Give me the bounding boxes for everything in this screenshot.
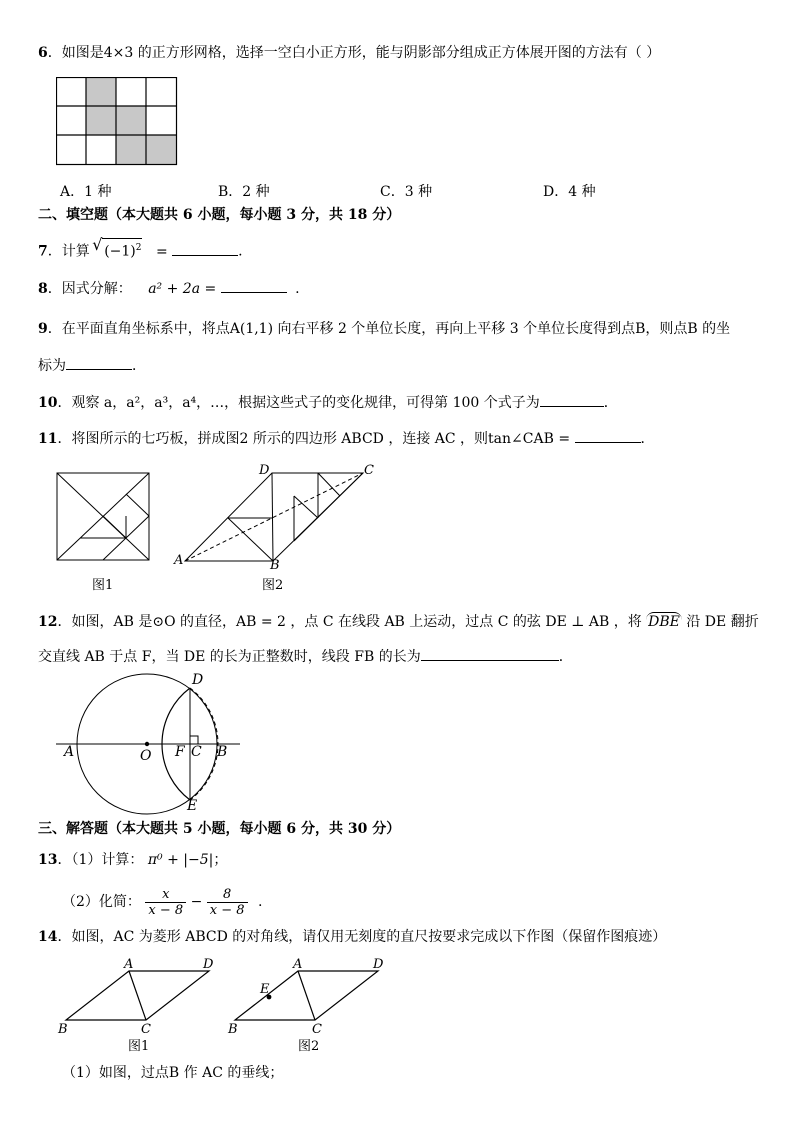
q6-option-a[interactable]: A．1 种 <box>60 184 112 200</box>
q7-answer-blank[interactable] <box>172 255 238 256</box>
q6-stem: 6．如图是4×3 的正方形网格，选择一空白小正方形，能与阴影部分组成正方体展开图的方法有（ ） <box>38 45 661 61</box>
q14-fig2-label-a: A <box>293 957 303 972</box>
q12-label-c: C <box>191 744 202 760</box>
q13-p2-end: . <box>258 894 263 910</box>
q7-number: 7 <box>38 243 48 260</box>
q6-option-d[interactable]: D．4 种 <box>543 184 596 200</box>
q6-text: 如图是4×3 的正方形网格，选择一空白小正方形，能与阴影部分组成正方体展开图的方法有（ ） <box>61 45 661 61</box>
q14-fig1-label-d: D <box>203 957 214 972</box>
q11-answer-blank[interactable] <box>575 442 641 443</box>
q7-sqrt: √ $(-1)^2$ <box>92 235 142 260</box>
q7-expr: (−1) <box>104 243 136 260</box>
q13-p2-prefix: （2）化简： <box>62 894 141 910</box>
q14-caption-1: 图1 <box>128 1039 150 1054</box>
q6-shaded-cell <box>86 106 116 135</box>
q14-sub1: （1）如图，过点B 作 AC 的垂线； <box>62 1065 284 1081</box>
q11-figure2-quadrilateral <box>185 473 363 561</box>
q7-prefix: 计算 <box>61 243 90 260</box>
q10-answer-blank[interactable] <box>540 406 604 407</box>
q6-number: 6 <box>38 45 48 61</box>
q8-number: 8 <box>38 281 48 297</box>
q13-p1-prefix: （1）计算： <box>71 852 144 868</box>
q9-number: 9 <box>38 321 48 337</box>
q14-figure2-rhombus <box>235 971 378 1020</box>
q12-text2: 交直线 AB 于点 F，当 DE 的长为正整数时，线段 FB 的长为 <box>38 649 421 665</box>
q11-label-d: D <box>259 463 270 478</box>
q12-label-b: B <box>217 744 228 760</box>
q12-text1: 如图，AB 是⊙O 的直径，AB = 2 ，点 C 在线段 AB 上运动，过点 C 的弦 DE ⊥ AB ，将 <box>71 614 642 630</box>
q11-caption-1: 图1 <box>92 578 114 593</box>
q12-center-dot <box>145 742 149 746</box>
q14-fig2-label-b: B <box>228 1022 238 1037</box>
q6-shaded-cell <box>116 135 146 164</box>
q14-fig1-label-c: C <box>141 1022 151 1037</box>
q10-text: 观察 a，a²，a³，a⁴，…，根据这些式子的变化规律，可得第 100 个式子为 <box>71 395 540 411</box>
q12-label-a: A <box>64 744 75 760</box>
q7-exp: 2 <box>135 243 142 253</box>
q12-text1b: 沿 DE 翻折 <box>686 614 759 630</box>
q6-shaded-cell <box>146 135 176 164</box>
q14-text: 如图，AC 为菱形 ABCD 的对角线，请仅用无刻度的直尺按要求完成以下作图（保留作图痕迹） <box>71 929 667 945</box>
q9-text2: 标为 <box>38 358 66 374</box>
section2-title: 二、填空题（本大题共 6 小题，每小题 3 分，共 18 分） <box>38 207 401 223</box>
section3-title: 三、解答题（本大题共 5 小题，每小题 6 分，共 30 分） <box>38 821 401 837</box>
q9-line2: 标为 ． <box>38 358 146 374</box>
q11-label-c: C <box>364 463 374 478</box>
q14-caption-2: 图2 <box>298 1039 320 1054</box>
q14-fig2-label-c: C <box>312 1022 322 1037</box>
q7-eq: = <box>155 243 168 260</box>
q11-label-b: B <box>270 558 280 573</box>
q14-fig1-label-a: A <box>124 957 134 972</box>
q12-right-angle-mark <box>190 736 198 744</box>
q10-number: 10 <box>38 395 58 411</box>
q13-minus: − <box>190 894 203 910</box>
q11-text: 将图所示的七巧板，拼成图2 所示的四边形 ABCD ，连接 AC ，则tan∠CAB = <box>71 431 571 447</box>
q8-answer-blank[interactable] <box>221 292 287 293</box>
q14-rhombus-figures <box>56 966 396 1026</box>
q12-line1: 12．如图，AB 是⊙O 的直径，AB = 2 ，点 C 在线段 AB 上运动，过点 C 的弦 DE ⊥ AB ，将 DBE 沿 DE 翻折 <box>38 614 759 630</box>
q13-fraction-1: $\frac{x}{x - 8}$ <box>145 887 186 918</box>
q12-answer-blank[interactable] <box>421 660 559 661</box>
q9-line1: 9．在平面直角坐标系中，将点A(1,1) 向右平移 2 个单位长度，再向上平移 3 个单位长度得到点B，则点B 的坐 <box>38 321 731 337</box>
q14-stem: 14．如图，AC 为菱形 ABCD 的对角线，请仅用无刻度的直尺按要求完成以下作图（保留作图痕迹） <box>38 929 667 945</box>
q13-part2 <box>62 884 262 920</box>
q13-fraction-2: $\frac{8}{x - 8}$ <box>207 887 248 918</box>
q6-shaded-cell <box>116 106 146 135</box>
q12-label-d: D <box>192 672 204 688</box>
q14-figure1-rhombus <box>66 971 209 1020</box>
q11-number: 11 <box>38 431 58 447</box>
q8-prefix: 因式分解： <box>61 281 132 297</box>
q6-option-b[interactable]: B．2 种 <box>218 184 270 200</box>
q14-fig1-label-b: B <box>58 1022 68 1037</box>
q6-grid-figure <box>56 77 178 166</box>
q13-p1-expr: π⁰ + |−5| <box>147 852 214 868</box>
q14-fig2-label-e: E <box>260 982 270 997</box>
q11-stem: 11．将图所示的七巧板，拼成图2 所示的四边形 ABCD ，连接 AC ，则tan∠CAB = ． <box>38 431 655 447</box>
q9-answer-blank[interactable] <box>66 369 132 370</box>
q6-shaded-cell <box>86 77 116 106</box>
q11-caption-2: 图2 <box>262 578 284 593</box>
q14-fig2-label-d: D <box>373 957 384 972</box>
q12-arc-dbe: DBE <box>648 614 680 630</box>
q11-figure1-tangram <box>57 473 149 560</box>
q13-part1: 13．（1）计算： π⁰ + |−5|； <box>38 852 228 868</box>
q12-line2: 交直线 AB 于点 F，当 DE 的长为正整数时，线段 FB 的长为 ． <box>38 649 573 665</box>
q14-number: 14 <box>38 929 58 945</box>
q12-circle-figure <box>56 670 246 815</box>
q11-label-a: A <box>174 553 184 568</box>
q12-label-e: E <box>187 798 198 814</box>
q6-option-c[interactable]: C．3 种 <box>380 184 433 200</box>
q8-end: . <box>295 281 300 297</box>
q13-p1-end: ； <box>213 852 228 868</box>
q8-expr: a² + 2a = <box>148 281 217 297</box>
q13-number: 13 <box>38 852 58 868</box>
q12-label-f: F <box>175 744 185 760</box>
q9-text1: 在平面直角坐标系中，将点A(1,1) 向右平移 2 个单位长度，再向上平移 3 个单位长度得到点B，则点B 的坐 <box>61 321 731 337</box>
q12-label-o: O <box>140 748 152 764</box>
q11-tangram-figures <box>50 463 390 578</box>
q10-stem: 10．观察 a，a²，a³，a⁴，…，根据这些式子的变化规律，可得第 100 个式子为 ． <box>38 395 618 411</box>
q7-stem: 7．计算 √ $(-1)^2$ = . <box>38 235 243 260</box>
q12-number: 12 <box>38 614 58 630</box>
q8-stem: 8．因式分解： a² + 2a = . <box>38 281 300 297</box>
